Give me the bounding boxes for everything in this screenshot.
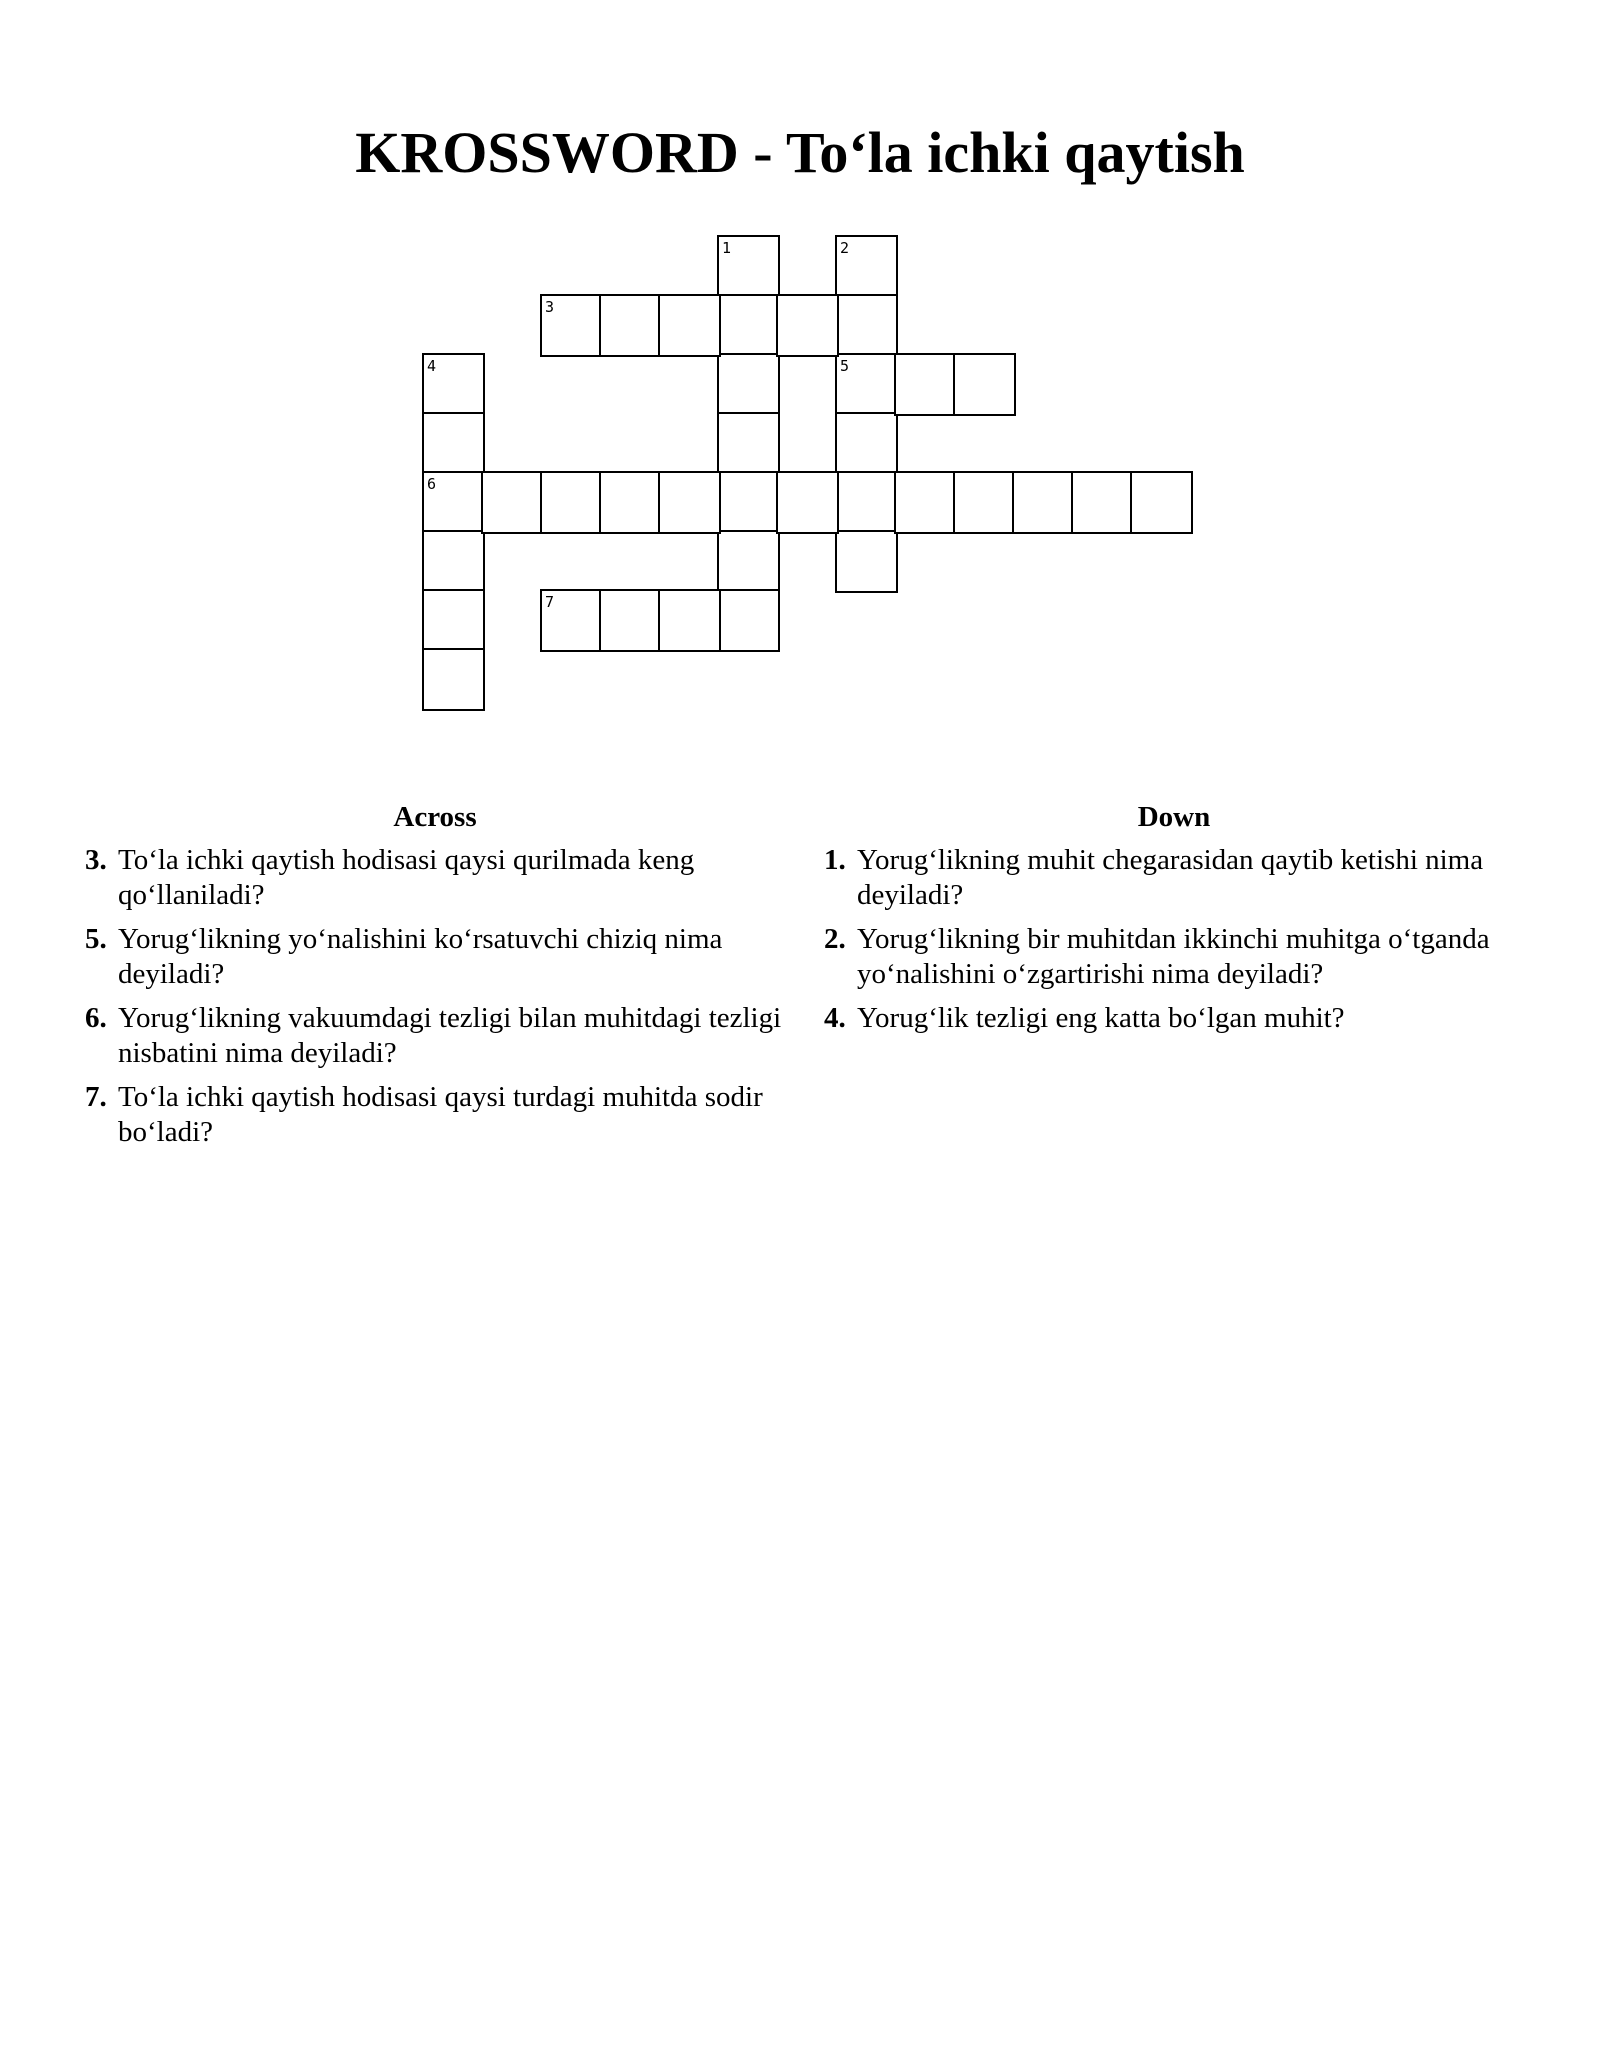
cell-number: 1 bbox=[722, 239, 732, 257]
clue-text: Yorug‘likning vakuumdagi tezligi bilan muhitdagi tezligi nisbatini nima deyiladi? bbox=[118, 1002, 782, 1069]
grid-cell[interactable] bbox=[835, 353, 898, 416]
grid-cell[interactable] bbox=[422, 471, 485, 534]
clue-number: 4. bbox=[824, 1002, 846, 1034]
grid-cell[interactable] bbox=[953, 353, 1016, 416]
cell-number: 4 bbox=[427, 357, 437, 375]
clue-text: Yorug‘likning bir muhitdan ikkinchi muhitga o‘tganda yo‘nalishini o‘zgartirishi nima deyiladi? bbox=[857, 923, 1490, 990]
clue-number: 5. bbox=[85, 923, 107, 955]
across-clues bbox=[85, 800, 785, 1159]
grid-cell[interactable] bbox=[894, 471, 957, 534]
crossword-grid bbox=[0, 0, 1600, 720]
cell-number: 6 bbox=[427, 475, 437, 493]
down-clues bbox=[824, 800, 1524, 1045]
grid-cell[interactable] bbox=[835, 530, 898, 593]
grid-cell[interactable] bbox=[835, 471, 898, 534]
grid-cell[interactable] bbox=[599, 294, 662, 357]
across-heading: Across bbox=[393, 801, 477, 833]
grid-cell[interactable] bbox=[540, 294, 603, 357]
grid-cell[interactable] bbox=[481, 471, 544, 534]
clue-number: 3. bbox=[85, 844, 107, 876]
grid-cell[interactable] bbox=[658, 471, 721, 534]
grid-cell[interactable] bbox=[835, 294, 898, 357]
grid-cell[interactable] bbox=[835, 235, 898, 298]
grid-cell[interactable] bbox=[835, 412, 898, 475]
grid-cell[interactable] bbox=[717, 294, 780, 357]
grid-cell[interactable] bbox=[717, 530, 780, 593]
grid-cell[interactable] bbox=[1130, 471, 1193, 534]
clue-item bbox=[85, 1080, 785, 1150]
grid-cell[interactable] bbox=[894, 353, 957, 416]
clue-item bbox=[824, 1001, 1524, 1036]
clue-text: Yorug‘likning muhit chegarasidan qaytib ketishi nima deyiladi? bbox=[857, 844, 1484, 911]
cell-number: 5 bbox=[840, 357, 850, 375]
page-title: KROSSWORD - To‘la ichki qaytish bbox=[355, 120, 1245, 185]
grid-cell[interactable] bbox=[717, 589, 780, 652]
clue-text: Yorug‘lik tezligi eng katta bo‘lgan muhit? bbox=[857, 1002, 1345, 1034]
cell-number: 2 bbox=[840, 239, 850, 257]
grid-cell[interactable] bbox=[599, 589, 662, 652]
grid-cell[interactable] bbox=[540, 589, 603, 652]
clue-text: To‘la ichki qaytish hodisasi qaysi qurilmada keng qo‘llaniladi? bbox=[118, 844, 695, 911]
grid-cell[interactable] bbox=[599, 471, 662, 534]
grid-cell[interactable] bbox=[717, 353, 780, 416]
clue-item bbox=[85, 843, 785, 913]
clue-text: To‘la ichki qaytish hodisasi qaysi turdagi muhitda sodir bo‘ladi? bbox=[118, 1081, 763, 1148]
grid-cell[interactable] bbox=[422, 412, 485, 475]
grid-cell[interactable] bbox=[776, 294, 839, 357]
clue-number: 6. bbox=[85, 1002, 107, 1034]
grid-cell[interactable] bbox=[658, 294, 721, 357]
grid-cell[interactable] bbox=[717, 235, 780, 298]
grid-cell[interactable] bbox=[953, 471, 1016, 534]
grid-cell[interactable] bbox=[422, 589, 485, 652]
grid-cell[interactable] bbox=[717, 471, 780, 534]
grid-cell[interactable] bbox=[1012, 471, 1075, 534]
grid-cell[interactable] bbox=[776, 471, 839, 534]
grid-cell[interactable] bbox=[717, 412, 780, 475]
down-heading: Down bbox=[1137, 801, 1211, 833]
clue-item bbox=[85, 922, 785, 992]
grid-cell[interactable] bbox=[422, 530, 485, 593]
cell-number: 7 bbox=[545, 593, 555, 611]
grid-cell[interactable] bbox=[422, 353, 485, 416]
clue-text: Yorug‘likning yo‘nalishini ko‘rsatuvchi chiziq nima deyiladi? bbox=[118, 923, 723, 990]
clue-number: 7. bbox=[85, 1081, 107, 1113]
clue-item bbox=[85, 1001, 785, 1071]
clue-item bbox=[824, 843, 1524, 913]
clue-number: 1. bbox=[824, 844, 846, 876]
grid-cell[interactable] bbox=[540, 471, 603, 534]
cell-number: 3 bbox=[545, 298, 555, 316]
grid-cell[interactable] bbox=[658, 589, 721, 652]
clue-number: 2. bbox=[824, 923, 846, 955]
clue-item bbox=[824, 922, 1524, 992]
grid-cell[interactable] bbox=[1071, 471, 1134, 534]
grid-cell[interactable] bbox=[422, 648, 485, 711]
